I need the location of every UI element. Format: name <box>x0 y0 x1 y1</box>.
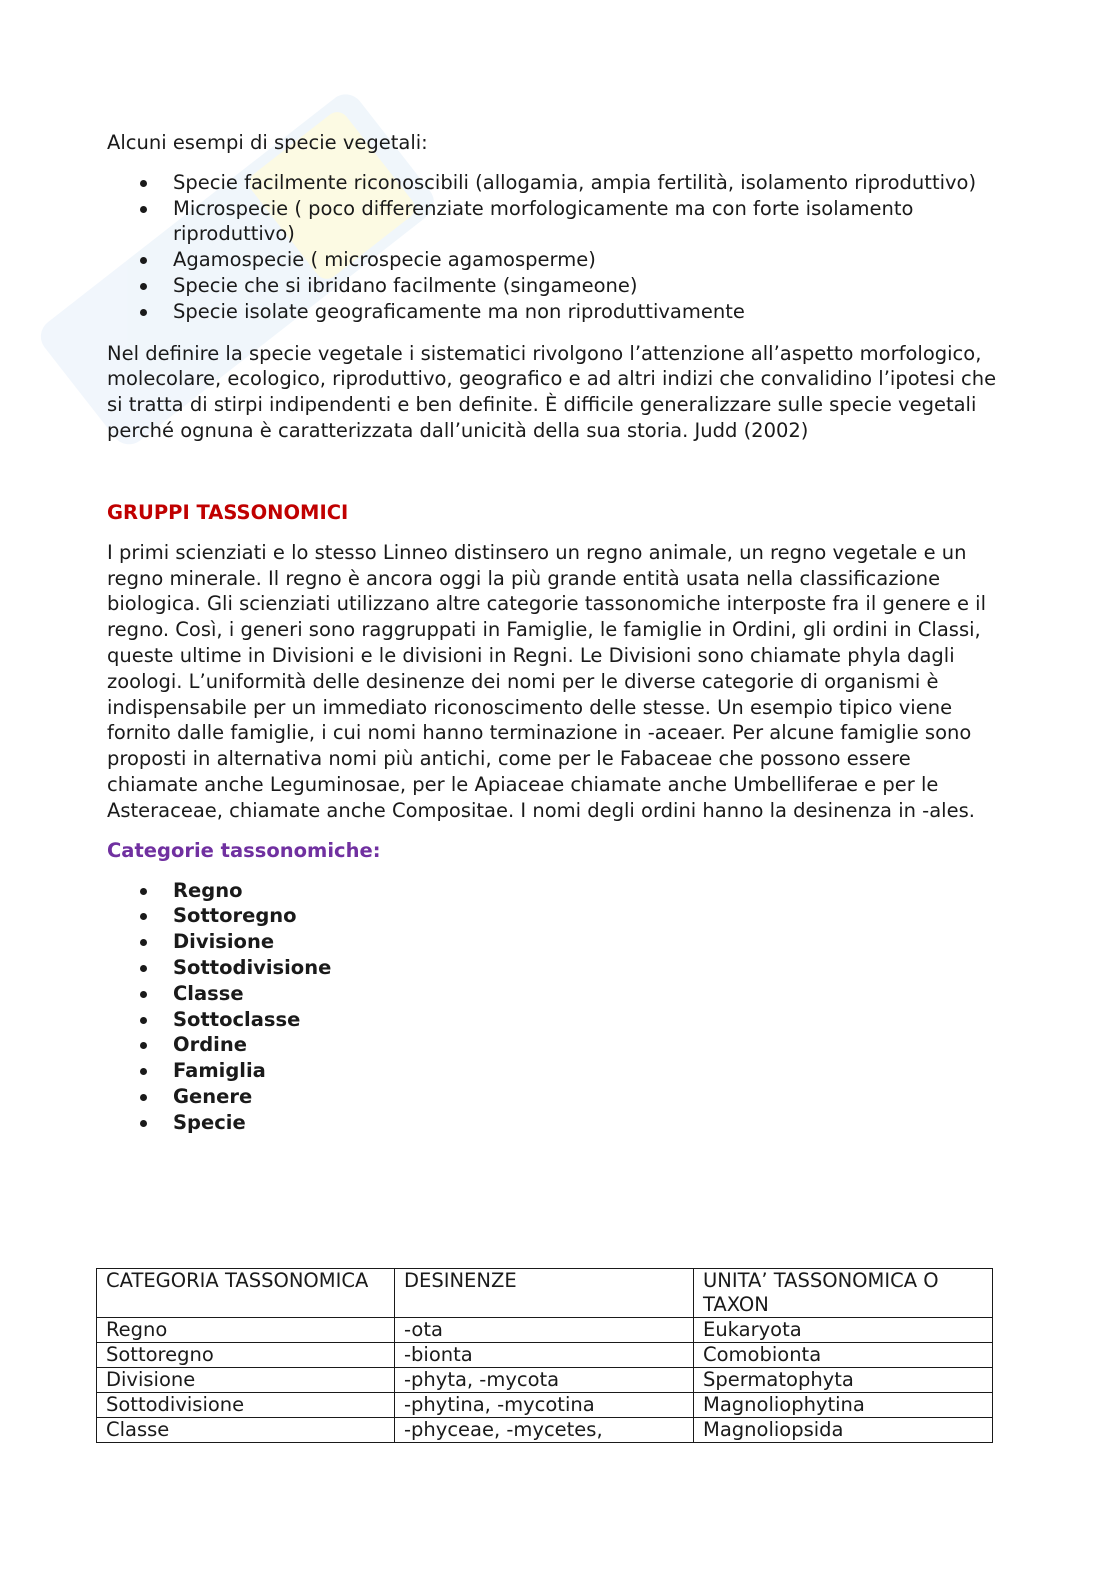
list-item: Regno <box>107 878 997 904</box>
table-row <box>97 1318 993 1343</box>
list-item: Microspecie ( poco differenziate morfologicamente ma con forte isolamento riproduttivo) <box>107 196 997 248</box>
list-item: Specie <box>107 1110 997 1136</box>
table-cell: Magnoliophytina <box>694 1393 993 1418</box>
list-item: Divisione <box>107 929 997 955</box>
table-header-cell: DESINENZE <box>395 1269 694 1318</box>
list-item: Specie facilmente riconoscibili (allogamia, ampia fertilità, isolamento riproduttivo) <box>107 170 997 196</box>
species-paragraph: Nel definire la specie vegetale i sistematici rivolgono l’attenzione all’aspetto morfologico, molecolare, ecologico, riproduttivo, geografico e ad altri indizi che convalidino l’ipotesi che si tratta di stirpi indipendenti e ben definite. È difficile generalizzare sulle specie vegetali perché ognuna è caratterizzata dall’unicità della sua storia. Judd (2002) <box>107 341 997 442</box>
table-cell: Divisione <box>97 1368 395 1393</box>
list-item: Sottoclasse <box>107 1007 997 1033</box>
list-item: Ordine <box>107 1032 997 1058</box>
species-list <box>107 170 997 325</box>
table-cell: Magnoliopsida <box>694 1418 993 1443</box>
table-cell: Eukaryota <box>694 1318 993 1343</box>
table-cell: Sottodivisione <box>97 1393 395 1418</box>
categories-list <box>107 878 997 1136</box>
document-page <box>107 130 997 1136</box>
table-cell: Regno <box>97 1318 395 1343</box>
groups-paragraph: I primi scienziati e lo stesso Linneo distinsero un regno animale, un regno vegetale e un regno minerale. Il regno è ancora oggi la più grande entità usata nella classificazione biologica. Gli scienziati utilizzano altre categorie tassonomiche interposte fra il genere e il regno. Così, i generi sono raggruppati in Famiglie, le famiglie in Ordini, gli ordini in Classi, queste ultime in Divisioni e le divisioni in Regni. Le Divisioni sono chiamate phyla dagli zoologi. L’uniformità delle desinenze dei nomi per le diverse categorie di organismi è indispensabile per un immediato riconoscimento delle stesse. Un esempio tipico viene fornito dalle famiglie, i cui nomi hanno terminazione in -aceaer. Per alcune famiglie sono proposti in alternativa nomi più antichi, come per le Fabaceae che possono essere chiamate anche Leguminosae, per le Apiaceae chiamate anche Umbelliferae e per le Asteraceae, chiamate anche Compositae. I nomi degli ordini hanno la desinenza in -ales. <box>107 540 986 822</box>
table-row <box>97 1368 993 1393</box>
section-heading: GRUPPI TASSONOMICI <box>107 500 349 524</box>
table-cell: -phyceae, -mycetes, <box>395 1418 694 1443</box>
subsection-heading: Categorie tassonomiche: <box>107 838 381 862</box>
table-header-cell: UNITA’ TASSONOMICA O TAXON <box>694 1269 993 1318</box>
list-item: Sottoregno <box>107 903 997 929</box>
intro-text: Alcuni esempi di specie vegetali: <box>107 131 428 154</box>
table-cell: -bionta <box>395 1343 694 1368</box>
table-row <box>97 1418 993 1443</box>
table-row <box>97 1393 993 1418</box>
list-item: Specie isolate geograficamente ma non riproduttivamente <box>107 299 997 325</box>
table-cell: -phyta, -mycota <box>395 1368 694 1393</box>
table-cell: Comobionta <box>694 1343 993 1368</box>
table-cell: Spermatophyta <box>694 1368 993 1393</box>
list-item: Specie che si ibridano facilmente (singameone) <box>107 273 997 299</box>
list-item: Genere <box>107 1084 997 1110</box>
table-header-row <box>97 1269 993 1318</box>
table-row <box>97 1343 993 1368</box>
table-cell: -phytina, -mycotina <box>395 1393 694 1418</box>
list-item: Sottodivisione <box>107 955 997 981</box>
table-cell: Sottoregno <box>97 1343 395 1368</box>
list-item: Classe <box>107 981 997 1007</box>
table-cell: Classe <box>97 1418 395 1443</box>
list-item: Agamospecie ( microspecie agamosperme) <box>107 247 997 273</box>
table-cell: -ota <box>395 1318 694 1343</box>
list-item: Famiglia <box>107 1058 997 1084</box>
table-header-cell: CATEGORIA TASSONOMICA <box>97 1269 395 1318</box>
taxonomy-table <box>96 1268 993 1443</box>
